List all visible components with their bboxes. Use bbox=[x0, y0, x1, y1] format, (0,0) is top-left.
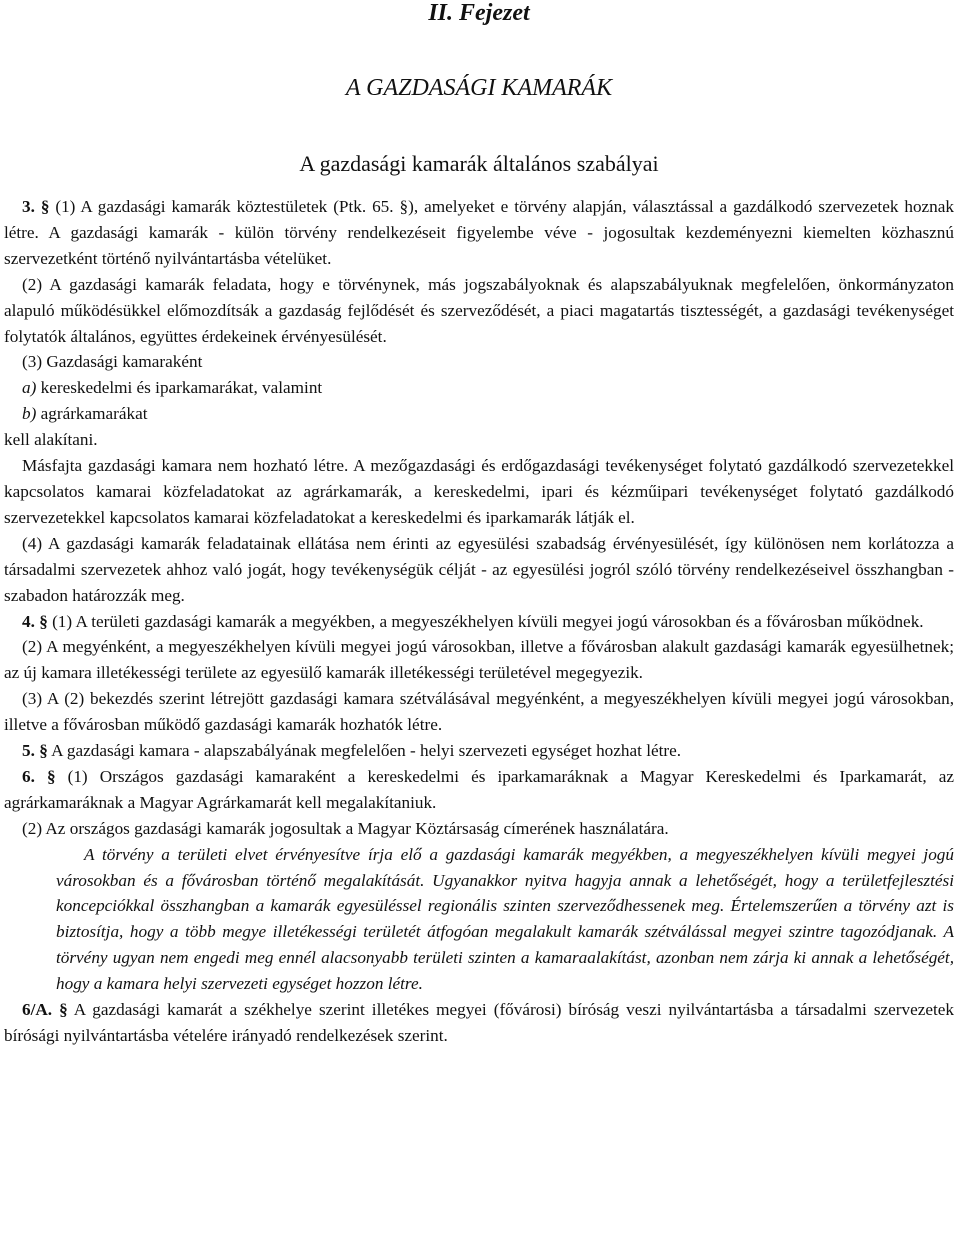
paragraph-text: A gazdasági kamarát a székhelye szerint illetékes megyei (fővárosi) bíróság veszi nyilvántartásba a társadalmi szervezetek bírósági nyilvántartásba vételére irányadó rendelkezések szerint. bbox=[4, 1000, 954, 1045]
page-title: A GAZDASÁGI KAMARÁK bbox=[345, 75, 613, 101]
section-number-4: 4. § bbox=[22, 611, 48, 631]
list-text-a: kereskedelmi és iparkamarákat, valamint bbox=[36, 378, 323, 398]
paragraph-3-1 bbox=[4, 194, 954, 272]
paragraph-text: A gazdasági kamara - alapszabályának megfelelően - helyi szervezeti egységet hozhat létre. bbox=[47, 741, 682, 761]
paragraph-text: (1) A területi gazdasági kamarák a megyékben, a megyeszékhelyen kívüli megyei jogú városokban és a fővárosban működnek. bbox=[47, 611, 924, 631]
paragraph-5 bbox=[4, 738, 954, 764]
paragraph-4-1 bbox=[4, 609, 954, 635]
body-text bbox=[4, 194, 954, 1049]
paragraph-3-3-end: kell alakítani. bbox=[4, 430, 98, 450]
paragraph-3-2: (2) A gazdasági kamarák feladata, hogy e törvénynek, más jogszabályoknak és alapszabályuknak megfelelően, önkormányzaton alapuló működésükkel előmozdítsák a gazdaság fejlődését és szerveződését, a piaci magatartás tisztességét, a gazdasági tevékenységet folytatók általános, együttes érdekeinek érvényesülését. bbox=[4, 274, 954, 346]
list-label-b: b) bbox=[22, 404, 37, 424]
list-item-b bbox=[4, 401, 954, 427]
paragraph-3-3: (3) Gazdasági kamaraként bbox=[22, 352, 203, 372]
section-number-3: 3. § bbox=[22, 197, 50, 216]
section-number-5: 5. § bbox=[22, 741, 48, 761]
paragraph-6a bbox=[4, 997, 954, 1049]
paragraph-3-3-cont: Másfajta gazdasági kamara nem hozható létre. A mezőgazdasági és erdőgazdasági tevékenységet folytató gazdálkodó szervezetekkel kapcsolatos kamarai közfeladatokat az agrárkamarák, a kereskedelmi, ipari és kézműipari tevékenységet folytató gazdálkodó szervezetekkel kapcsolatos kamarai közfeladatokat a kereskedelmi és iparkamarák látják el. bbox=[4, 456, 954, 527]
commentary-note: A törvény a területi elvet érvényesítve írja elő a gazdasági kamarák megyékben, a megyeszékhelyen kívüli megyei jogú városokban és a fővárosban történő megalakítását. Ugyanakkor nyitva hagyja annak a lehetőségét, hogy a területfejlesztési koncepciókkal összhangban a kamarák egyesüléssel regionális szinten szerveződhessenek meg. Értelemszerűen a törvény azt is biztosítja, hogy a több megye illetékességi területét átfogóan megalakult kamarák szétválással megyei szintre tagozódjanak. A törvény ugyan nem engedi meg ennél alacsonyabb területi szinten a kamaraalakítást, azonban nem zárja ki annak a lehetőségét, hogy a kamara helyi szervezeti egységet hozzon létre. bbox=[56, 844, 954, 994]
section-subtitle: A gazdasági kamarák általános szabályai bbox=[299, 151, 659, 176]
paragraph-4-2: (2) A megyénként, a megyeszékhelyen kívüli megyei jogú városokban, illetve a fővárosban alakult gazdasági kamarák egyesülhetnek; az új kamara illetékességi területe az egyesülő kamarák illetékességi területével megegyezik. bbox=[4, 637, 954, 683]
list-item-a bbox=[4, 375, 954, 401]
list-text-b: agrárkamarákat bbox=[36, 404, 148, 424]
paragraph-6-2: (2) Az országos gazdasági kamarák jogosultak a Magyar Köztársaság címerének használatára. bbox=[22, 818, 669, 838]
section-number-6: 6. § bbox=[22, 766, 56, 786]
paragraph-text: (1) Országos gazdasági kamaraként a kereskedelmi és iparkamaráknak a Magyar Kereskedelmi és Iparkamarát, az agrárkamaráknak a Magyar Agrárkamarát kell megalakítaniuk. bbox=[4, 766, 954, 812]
paragraph-3-4: (4) A gazdasági kamarák feladatainak ellátása nem érinti az egyesülési szabadság érvényesülését, így különösen nem korlátozza a társadalmi szervezetek ahhoz való jogát, hogy tevékenységük célját - az egyesülési jogról szóló törvény rendelkezéseivel összhangban - szabadon határozzák meg. bbox=[4, 533, 954, 605]
section-number-6a: 6/A. § bbox=[22, 1000, 68, 1020]
paragraph-text: (1) A gazdasági kamarák köztestületek (Ptk. 65. §), amelyeket e törvény alapján, választással a gazdálkodó szervezetek hoznak létre. A gazdasági kamarák - külön törvény rendelkezéseit figyelembe véve - jogosultak kezdeményezni kiemelten közhasznú szervezetként történő nyilvántartásba vételüket. bbox=[4, 197, 954, 268]
list-label-a: a) bbox=[22, 378, 37, 398]
paragraph-4-3: (3) A (2) bekezdés szerint létrejött gazdasági kamara szétválásával megyénként, a megyeszékhelyen kívüli megyei jogú városokban, illetve a fővárosban működő gazdasági kamarák hozhatók létre. bbox=[4, 689, 954, 735]
paragraph-6-1 bbox=[4, 764, 954, 816]
chapter-heading: II. Fejezet bbox=[428, 0, 530, 26]
